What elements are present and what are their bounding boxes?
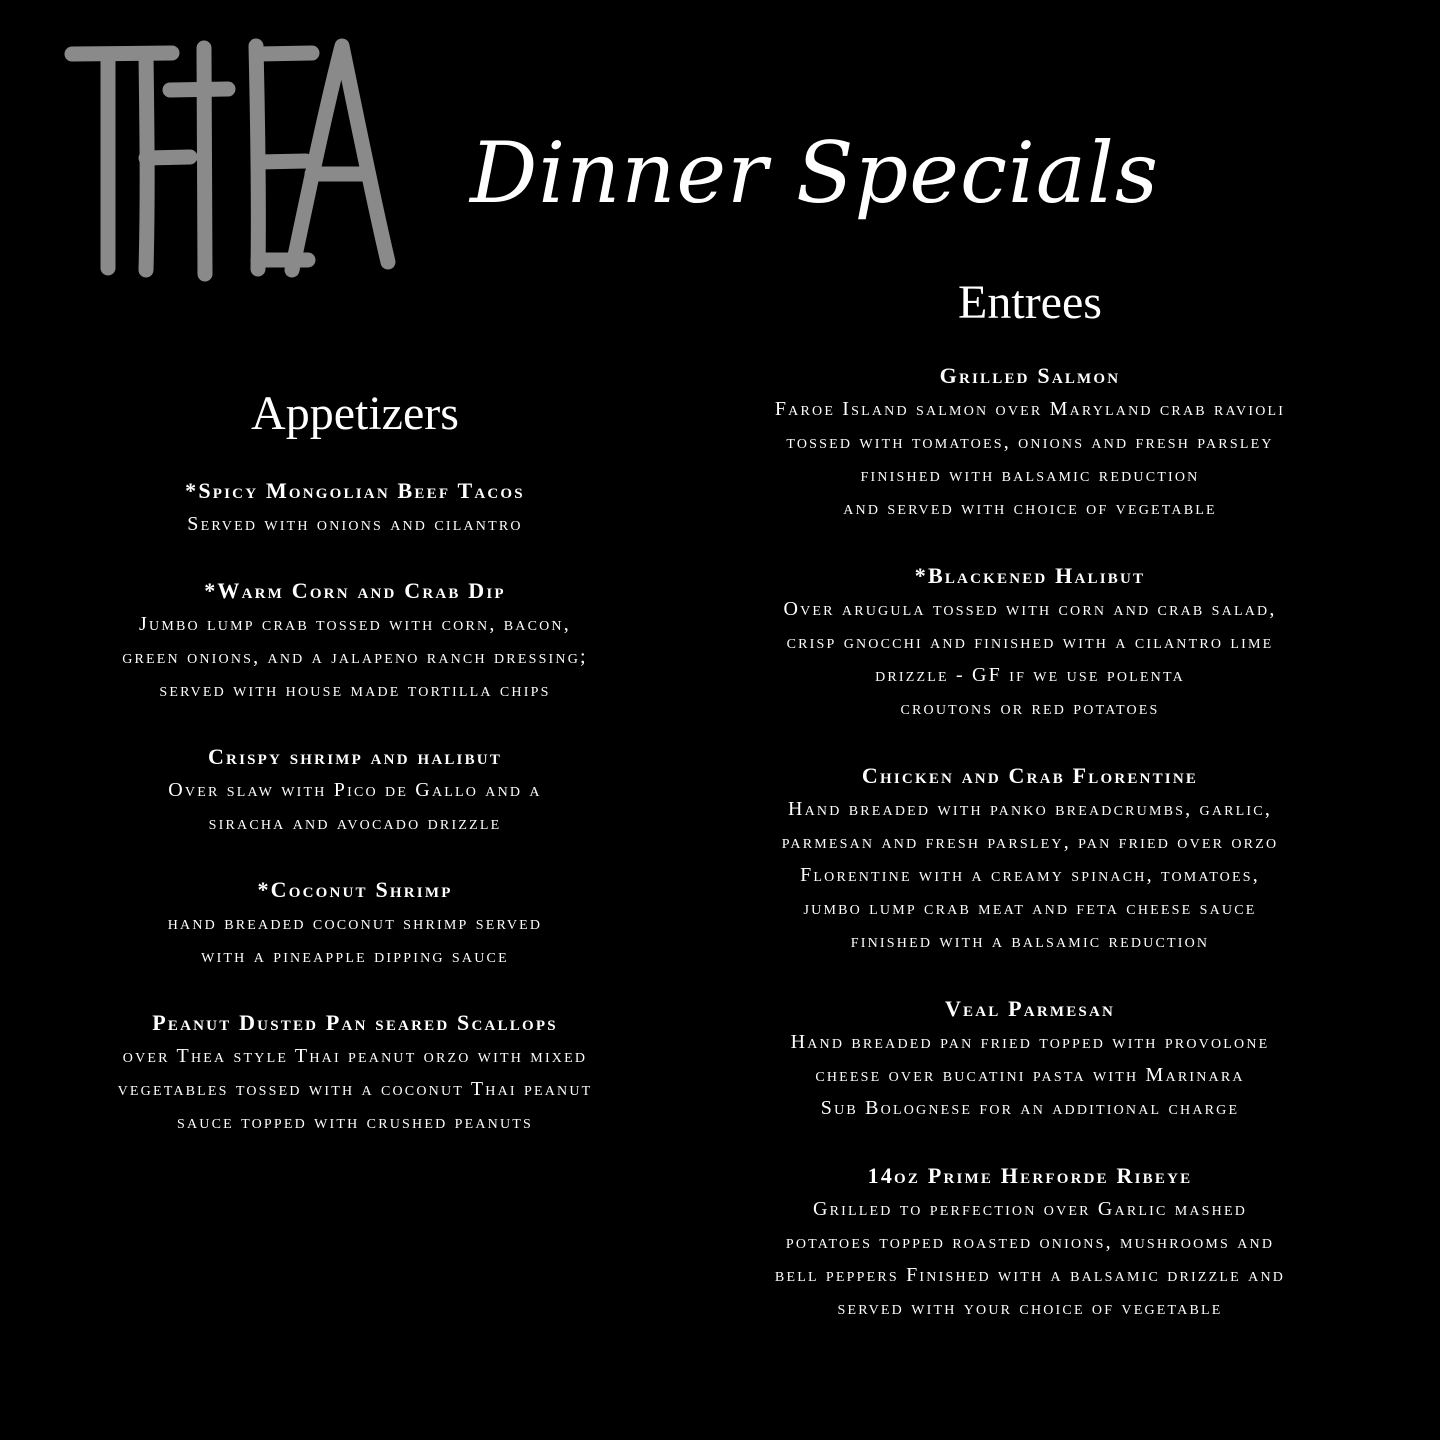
- appetizers-heading: Appetizers: [251, 387, 459, 440]
- menu-item-description: parmesan and fresh parsley, pan fried over orzo: [781, 831, 1279, 853]
- menu-item-description: finished with a balsamic reduction: [850, 930, 1210, 952]
- menu-item-description: Florentine with a creamy spinach, tomatoes,: [800, 864, 1260, 886]
- menu-item-name: Grilled Salmon: [939, 363, 1121, 388]
- menu-item-name: Crispy shrimp and halibut: [207, 744, 503, 769]
- entrees-list: [670, 359, 1390, 1359]
- menu-item-description: Jumbo lump crab tossed with corn, bacon,: [139, 613, 571, 635]
- menu-item-name: 14oz Prime Herforde Ribeye: [867, 1163, 1193, 1188]
- page-title: Dinner Specials: [470, 124, 1159, 222]
- menu-item-description: hand breaded coconut shrimp served: [167, 912, 543, 934]
- appetizers-list: [20, 474, 690, 1172]
- menu-item-name: *Blackened Halibut: [914, 563, 1146, 588]
- menu-item-description: Grilled to perfection over Garlic mashed: [812, 1198, 1248, 1220]
- menu-item-description: with a pineapple dipping sauce: [201, 945, 509, 967]
- menu-item-description: potatoes topped roasted onions, mushrooms and: [785, 1231, 1275, 1253]
- menu-item-description: served with house made tortilla chips: [159, 679, 551, 701]
- menu-item-name: Peanut Dusted Pan seared Scallops: [152, 1010, 558, 1035]
- menu-item-description: and served with choice of vegetable: [843, 497, 1217, 519]
- menu-item: [670, 1159, 1390, 1325]
- menu-item-description: siracha and avocado drizzle: [208, 812, 502, 834]
- menu-item: [670, 559, 1390, 725]
- menu-item-description: vegetables tossed with a coconut Thai peanut: [117, 1078, 593, 1100]
- menu-item: [670, 759, 1390, 958]
- menu-item: [670, 359, 1390, 525]
- menu-item-description: Sub Bolognese for an additional charge: [820, 1097, 1240, 1119]
- menu-item: [20, 1006, 690, 1139]
- menu-item: [670, 992, 1390, 1125]
- menu-item-description: drizzle - GF if we use polenta: [875, 664, 1185, 686]
- menu-item: [20, 474, 690, 541]
- menu-item-description: Hand breaded pan fried topped with provolone: [790, 1031, 1270, 1053]
- menu-item-description: Over arugula tossed with corn and crab salad,: [783, 598, 1277, 620]
- menu-item-description: jumbo lump crab meat and feta cheese sauce: [803, 897, 1257, 919]
- menu-item-description: tossed with tomatoes, onions and fresh parsley: [786, 431, 1274, 453]
- menu-item-description: bell peppers Finished with a balsamic drizzle and: [774, 1264, 1286, 1286]
- menu-item-description: croutons or red potatoes: [900, 697, 1160, 719]
- menu-item-description: Hand breaded with panko breadcrumbs, garlic,: [787, 798, 1273, 820]
- menu-item-description: Faroe Island salmon over Maryland crab ravioli: [774, 398, 1286, 420]
- menu-item-name: Chicken and Crab Florentine: [861, 763, 1199, 788]
- menu-item-description: green onions, and a jalapeno ranch dressing;: [122, 646, 588, 668]
- menu-item: [20, 873, 690, 973]
- entrees-heading: Entrees: [958, 276, 1102, 329]
- menu-item: [20, 740, 690, 840]
- thea-logo: [62, 24, 402, 284]
- menu-item-name: Veal Parmesan: [944, 996, 1116, 1021]
- menu-item-description: Served with onions and cilantro: [187, 513, 523, 535]
- menu-item-description: cheese over bucatini pasta with Marinara: [815, 1064, 1245, 1086]
- menu-item-description: served with your choice of vegetable: [837, 1297, 1223, 1319]
- thea-logo-mark: [62, 24, 402, 284]
- menu-item-description: crisp gnocchi and finished with a cilantro lime: [786, 631, 1274, 653]
- menu-item-name: *Warm Corn and Crab Dip: [204, 578, 506, 603]
- menu-item-name: *Coconut Shrimp: [257, 877, 453, 902]
- menu-item-description: over Thea style Thai peanut orzo with mixed: [122, 1045, 588, 1067]
- menu-item-name: *Spicy Mongolian Beef Tacos: [185, 478, 525, 503]
- menu-item: [20, 574, 690, 707]
- menu-item-description: finished with balsamic reduction: [860, 464, 1200, 486]
- menu-item-description: Over slaw with Pico de Gallo and a: [168, 779, 542, 801]
- menu-item-description: sauce topped with crushed peanuts: [176, 1111, 534, 1133]
